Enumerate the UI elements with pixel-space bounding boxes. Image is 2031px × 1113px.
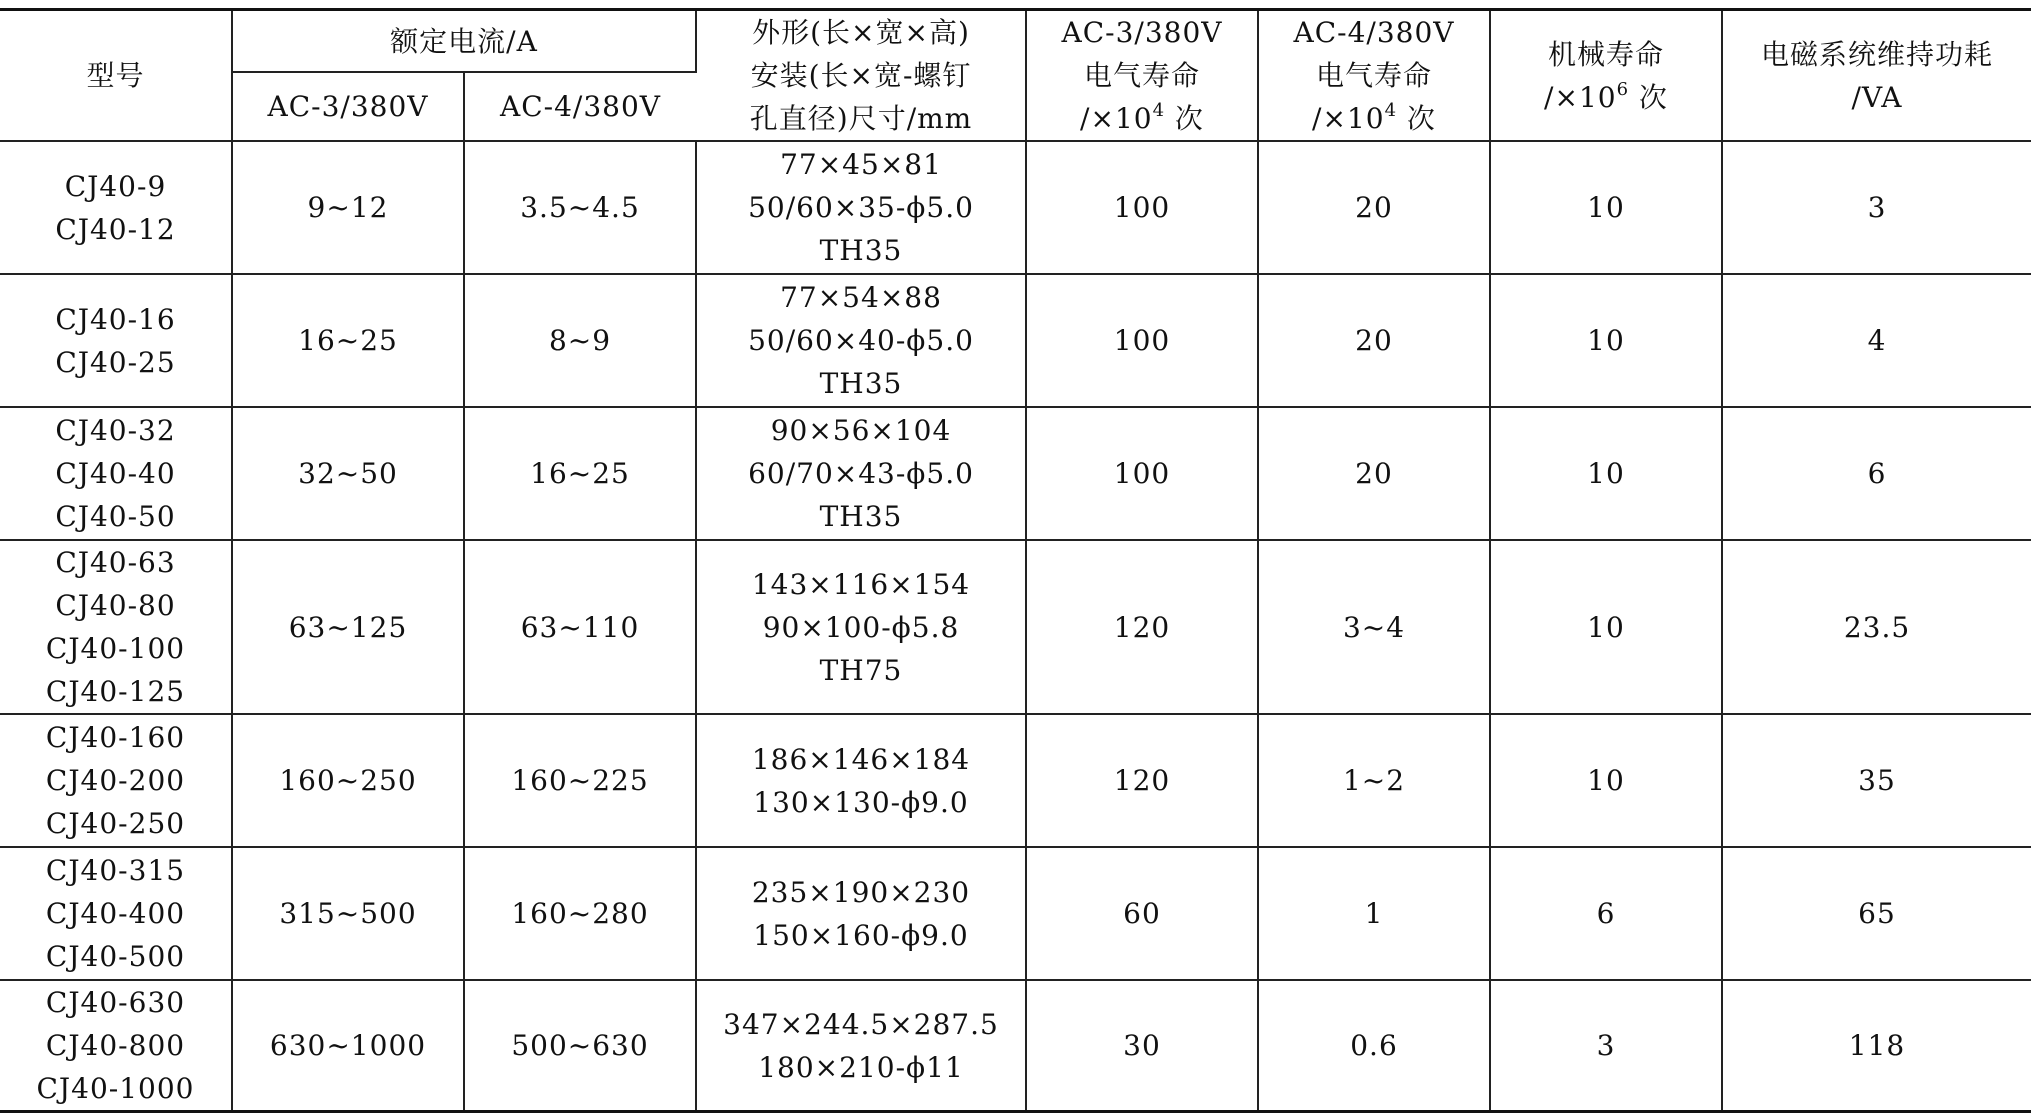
ac3-current-cell: 630~1000 [232, 980, 464, 1112]
ac3-life-cell: 100 [1026, 407, 1258, 540]
model-cell: CJ40-16 CJ40-25 [0, 274, 232, 407]
ac4-current-cell: 16~25 [464, 407, 696, 540]
power-cell: 118 [1722, 980, 2031, 1112]
table-row [0, 274, 2031, 407]
mechanical-life-cell: 10 [1490, 540, 1722, 714]
dimensions-cell: 77×54×88 50/60×40-ϕ5.0 TH35 [696, 274, 1026, 407]
ac3-current-cell: 16~25 [232, 274, 464, 407]
mechanical-life-cell: 10 [1490, 274, 1722, 407]
header-rated-current: 额定电流/A [232, 10, 696, 73]
power-cell: 6 [1722, 407, 2031, 540]
header-ac3-electrical-life: AC-3/380V 电气寿命 $/\times 10^4$ 次 [1026, 10, 1258, 142]
model-cell: CJ40-630 CJ40-800 CJ40-1000 [0, 980, 232, 1112]
header-model: 型号 [0, 10, 232, 142]
dimensions-cell: 186×146×184 130×130-ϕ9.0 [696, 714, 1026, 847]
ac4-current-cell: 500~630 [464, 980, 696, 1112]
ac3-life-cell: 120 [1026, 714, 1258, 847]
table-row [0, 980, 2031, 1112]
ac3-life-cell: 30 [1026, 980, 1258, 1112]
header-row [0, 10, 2031, 73]
table-row [0, 714, 2031, 847]
mechanical-life-cell: 10 [1490, 714, 1722, 847]
ac4-current-cell: 63~110 [464, 540, 696, 714]
ac4-current-cell: 160~225 [464, 714, 696, 847]
ac4-life-cell: 3~4 [1258, 540, 1490, 714]
dimensions-cell: 235×190×230 150×160-ϕ9.0 [696, 847, 1026, 980]
dimensions-cell: 143×116×154 90×100-ϕ5.8 TH75 [696, 540, 1026, 714]
mechanical-life-cell: 10 [1490, 141, 1722, 274]
ac4-current-cell: 160~280 [464, 847, 696, 980]
power-cell: 23.5 [1722, 540, 2031, 714]
ac3-current-cell: 160~250 [232, 714, 464, 847]
mechanical-life-cell: 6 [1490, 847, 1722, 980]
power-cell: 65 [1722, 847, 2031, 980]
model-cell: CJ40-160 CJ40-200 CJ40-250 [0, 714, 232, 847]
model-cell: CJ40-315 CJ40-400 CJ40-500 [0, 847, 232, 980]
model-cell: CJ40-63 CJ40-80 CJ40-100 CJ40-125 [0, 540, 232, 714]
ac4-current-cell: 3.5~4.5 [464, 141, 696, 274]
ac4-current-cell: 8~9 [464, 274, 696, 407]
header-ac4: AC-4/380V [464, 72, 696, 141]
ac4-life-cell: 20 [1258, 141, 1490, 274]
table-row [0, 407, 2031, 540]
ac3-current-cell: 9~12 [232, 141, 464, 274]
ac4-life-cell: 20 [1258, 407, 1490, 540]
table-row [0, 141, 2031, 274]
ac4-life-cell: 1~2 [1258, 714, 1490, 847]
power-cell: 3 [1722, 141, 2031, 274]
dimensions-cell: 347×244.5×287.5 180×210-ϕ11 [696, 980, 1026, 1112]
header-ac3: AC-3/380V [232, 72, 464, 141]
header-mechanical-life: 机械寿命 $/\times 10^6$ 次 [1490, 10, 1722, 142]
ac3-life-cell: 120 [1026, 540, 1258, 714]
ac3-life-cell: 100 [1026, 274, 1258, 407]
mechanical-life-cell: 10 [1490, 407, 1722, 540]
power-cell: 35 [1722, 714, 2031, 847]
ac4-life-cell: 20 [1258, 274, 1490, 407]
ac3-life-cell: 60 [1026, 847, 1258, 980]
ac3-life-cell: 100 [1026, 141, 1258, 274]
ac4-life-cell: 1 [1258, 847, 1490, 980]
dimensions-cell: 77×45×81 50/60×35-ϕ5.0 TH35 [696, 141, 1026, 274]
header-dimensions: 外形(长×宽×高) 安装(长×宽-螺钉 孔直径)尺寸/mm [696, 10, 1026, 142]
header-coil-power: 电磁系统维持功耗 /VA [1722, 10, 2031, 142]
mechanical-life-cell: 3 [1490, 980, 1722, 1112]
ac3-current-cell: 32~50 [232, 407, 464, 540]
ac4-life-cell: 0.6 [1258, 980, 1490, 1112]
model-cell: CJ40-32 CJ40-40 CJ40-50 [0, 407, 232, 540]
ac3-current-cell: 315~500 [232, 847, 464, 980]
power-cell: 4 [1722, 274, 2031, 407]
contactor-spec-table [0, 8, 2031, 1113]
header-ac4-electrical-life: AC-4/380V 电气寿命 $/\times 10^4$ 次 [1258, 10, 1490, 142]
dimensions-cell: 90×56×104 60/70×43-ϕ5.0 TH35 [696, 407, 1026, 540]
table-row [0, 540, 2031, 714]
model-cell: CJ40-9 CJ40-12 [0, 141, 232, 274]
ac3-current-cell: 63~125 [232, 540, 464, 714]
table-row [0, 847, 2031, 980]
